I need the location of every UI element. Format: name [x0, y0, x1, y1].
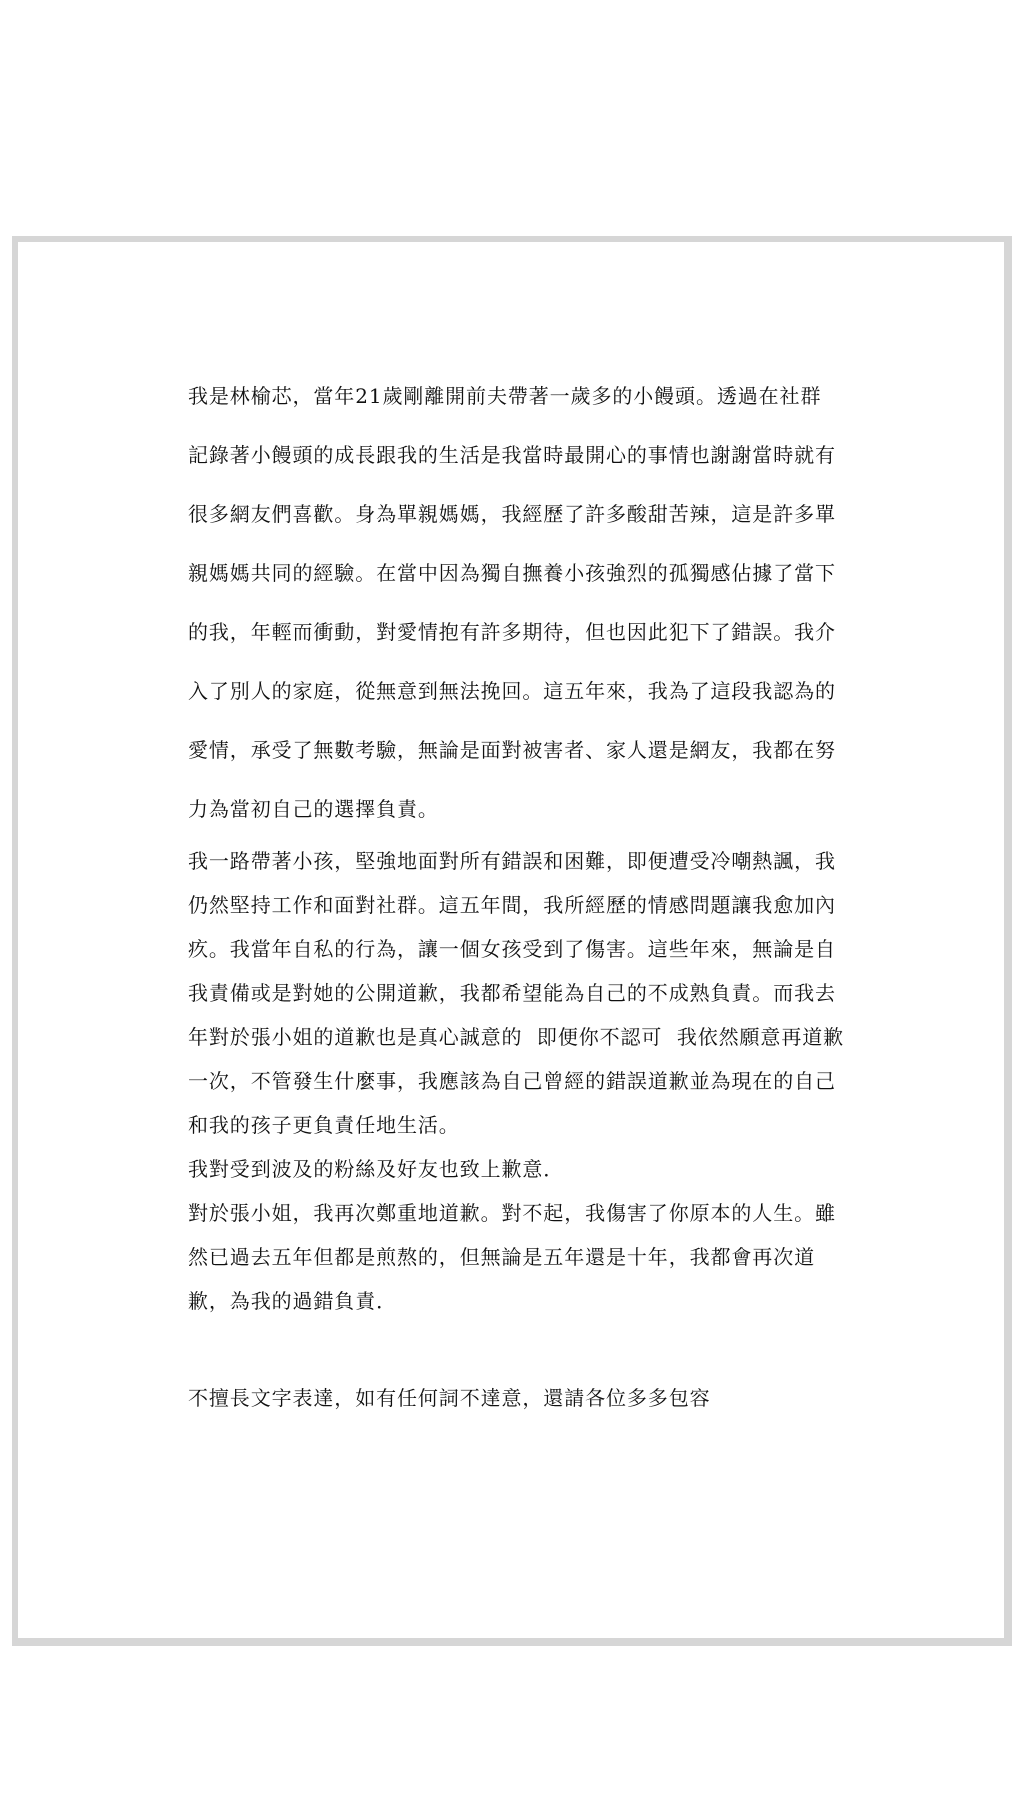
paragraph1-line-3: 很多網友們喜歡。身為單親媽媽，我經歷了許多酸甜苦辣，這是許多單 [188, 502, 836, 526]
paragraph1-line-2: 記錄著小饅頭的成長跟我的生活是我當時最開心的事情也謝謝當時就有 [188, 443, 836, 467]
paragraph2-line-4: 我責備或是對她的公開道歉，我都希望能為自己的不成熟負責。而我去 [188, 981, 836, 1005]
paragraph4-line-1: 對於張小姐，我再次鄭重地道歉。對不起，我傷害了你原本的人生。雖 [188, 1201, 836, 1225]
paragraph2-line-7: 和我的孩子更負責任地生活。 [188, 1113, 460, 1137]
paragraph1-line-7: 愛情，承受了無數考驗，無論是面對被害者、家人還是網友，我都在努 [188, 738, 836, 762]
document-page [18, 242, 1004, 1638]
paragraph1-line-4: 親媽媽共同的經驗。在當中因為獨自撫養小孩強烈的孤獨感佔據了當下 [188, 561, 836, 585]
paragraph1-line-6: 入了別人的家庭，從無意到無法挽回。這五年來，我為了這段我認為的 [188, 679, 836, 703]
paragraph2-line-3: 疚。我當年自私的行為，讓一個女孩受到了傷害。這些年來，無論是自 [188, 937, 836, 961]
document-frame [12, 236, 1012, 1646]
closing-line: 不擅長文字表達，如有任何詞不達意，還請各位多多包容 [188, 1386, 711, 1410]
paragraph1-line-8: 力為當初自己的選擇負責。 [188, 797, 439, 821]
paragraph2-line-6: 一次，不管發生什麼事，我應該為自己曾經的錯誤道歉並為現在的自己 [188, 1069, 836, 1093]
paragraph4-line-2: 然已過去五年但都是煎熬的，但無論是五年還是十年，我都會再次道 [188, 1245, 815, 1269]
paragraph1-line-5: 的我，年輕而衝動，對愛情抱有許多期待，但也因此犯下了錯誤。我介 [188, 620, 836, 644]
paragraph1-line-1: 我是林榆芯，當年21歲剛離開前夫帶著一歲多的小饅頭。透過在社群 [188, 384, 822, 408]
paragraph4-line-3: 歉，為我的過錯負責． [188, 1289, 397, 1313]
paragraph2-line-2: 仍然堅持工作和面對社群。這五年間，我所經歷的情感問題讓我愈加內 [188, 893, 836, 917]
paragraph3-line-1: 我對受到波及的粉絲及好友也致上歉意． [188, 1157, 565, 1181]
paragraph2-line-5: 年對於張小姐的道歉也是真心誠意的 即便你不認可 我依然願意再道歉 [188, 1025, 845, 1049]
paragraph2-line-1: 我一路帶著小孩，堅強地面對所有錯誤和困難，即便遭受冷嘲熱諷，我 [188, 849, 836, 873]
